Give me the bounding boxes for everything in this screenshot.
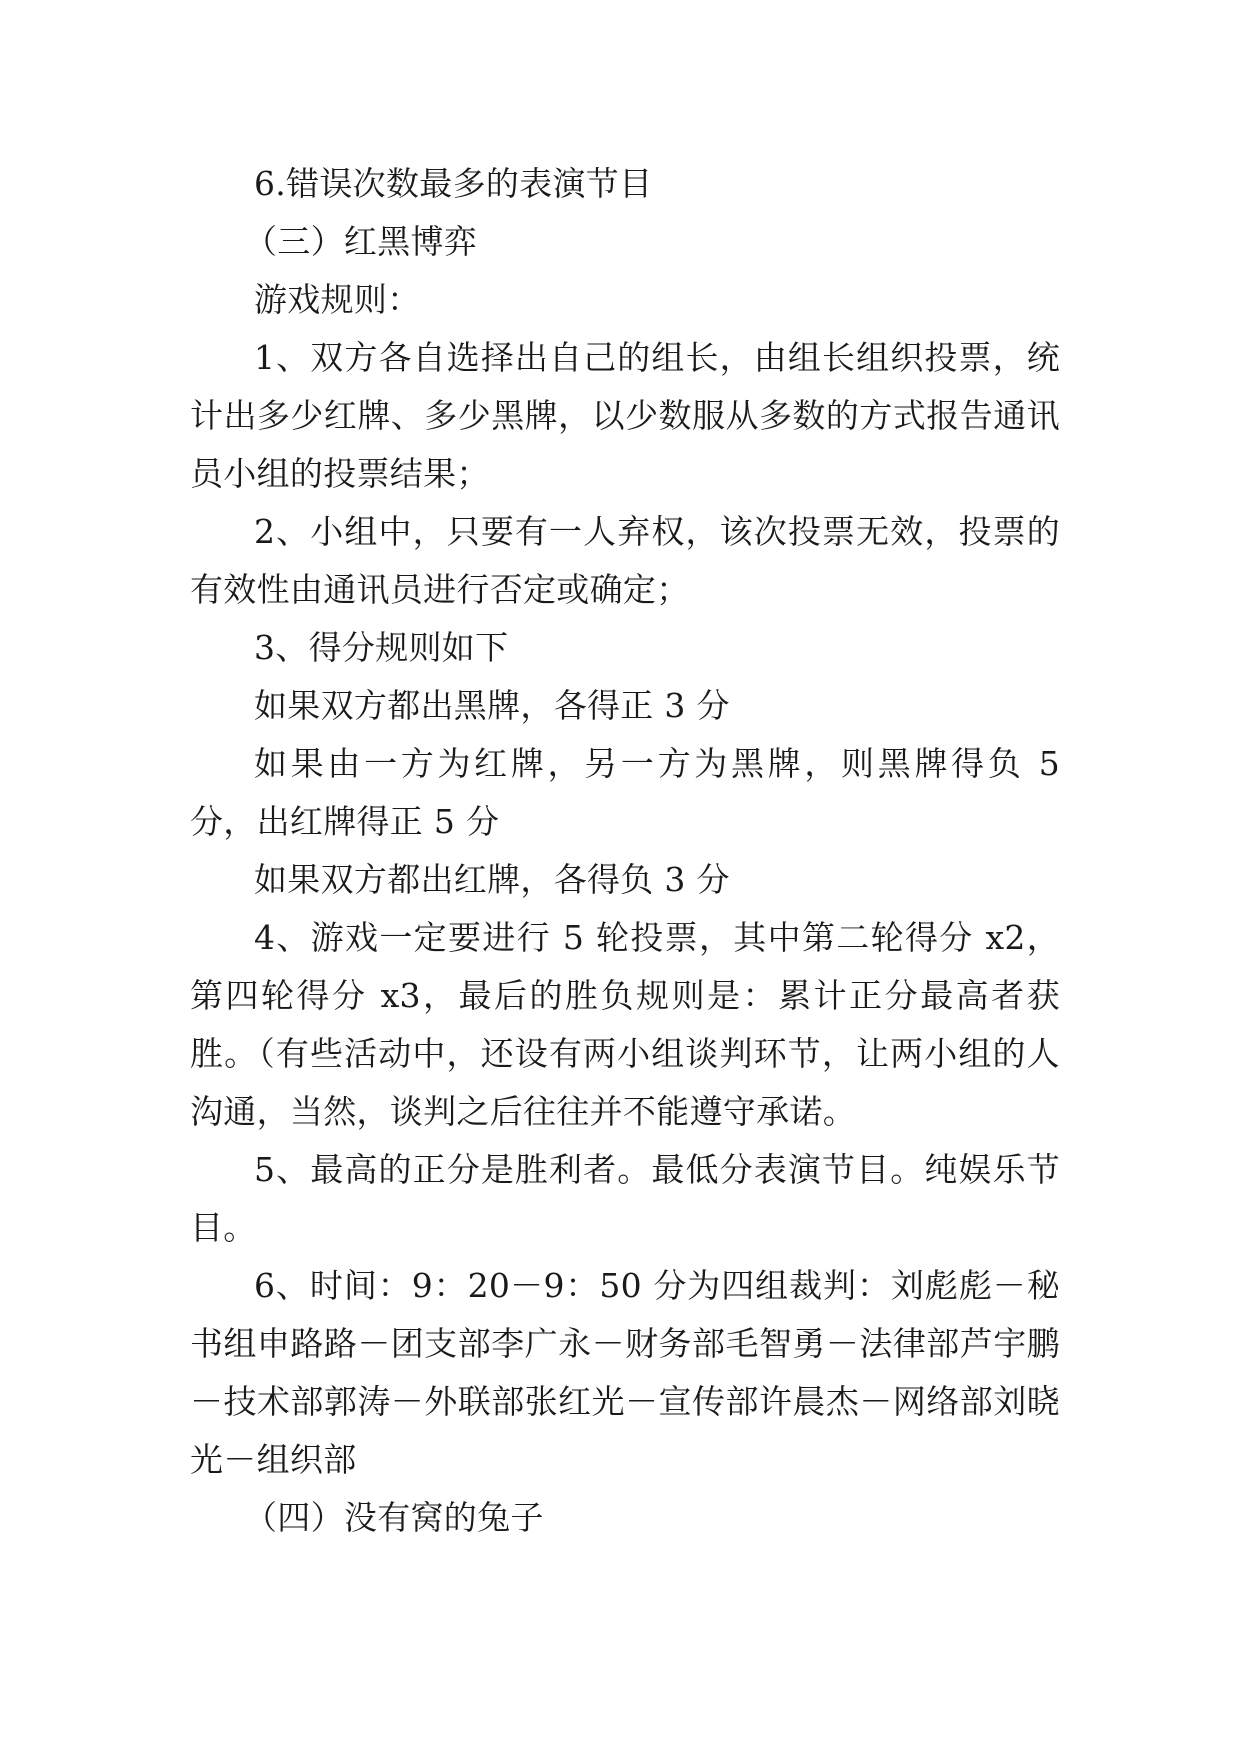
rule-2: 2、小组中，只要有一人弃权，该次投票无效，投票的有效性由通讯员进行否定或确定； xyxy=(190,512,1060,609)
rule-5: 5、最高的正分是胜利者。最低分表演节目。纯娱乐节目。 xyxy=(190,1150,1060,1247)
rule-3: 3、得分规则如下 xyxy=(254,628,509,667)
rule-6-schedule: 6、时间：9：20－9：50 分为四组裁判：刘彪彪－秘书组申路路－团支部李广永－财务部毛智勇－法律部芦宇鹏－技术部郭涛－外联部张红光－宣传部许晨杰－网络部刘晓光－组织部 xyxy=(190,1266,1060,1479)
scoring-both-red: 如果双方都出红牌，各得负 3 分 xyxy=(254,860,730,899)
paragraph-item-6: 6.错误次数最多的表演节目 xyxy=(254,164,653,203)
scoring-red-black: 如果由一方为红牌，另一方为黑牌，则黑牌得负 5 分，出红牌得正 5 分 xyxy=(190,744,1060,841)
rule-1: 1、双方各自选择出自己的组长，由组长组织投票，统计出多少红牌、多少黑牌，以少数服从多数的方式报告通讯员小组的投票结果； xyxy=(190,338,1060,493)
section-heading-rabbit: （四）没有窝的兔子 xyxy=(244,1498,544,1537)
rule-4: 4、游戏一定要进行 5 轮投票，其中第二轮得分 x2，第四轮得分 x3，最后的胜负规则是：累计正分最高者获胜。（有些活动中，还设有两小组谈判环节，让两小组的人沟通，当然，谈判之后往往并不能遵守承诺。 xyxy=(190,918,1060,1131)
section-heading-red-black: （三）红黑博弈 xyxy=(244,222,478,261)
scoring-both-black: 如果双方都出黑牌，各得正 3 分 xyxy=(254,686,730,725)
document-body xyxy=(190,155,1060,1547)
rules-heading: 游戏规则： xyxy=(254,280,421,319)
